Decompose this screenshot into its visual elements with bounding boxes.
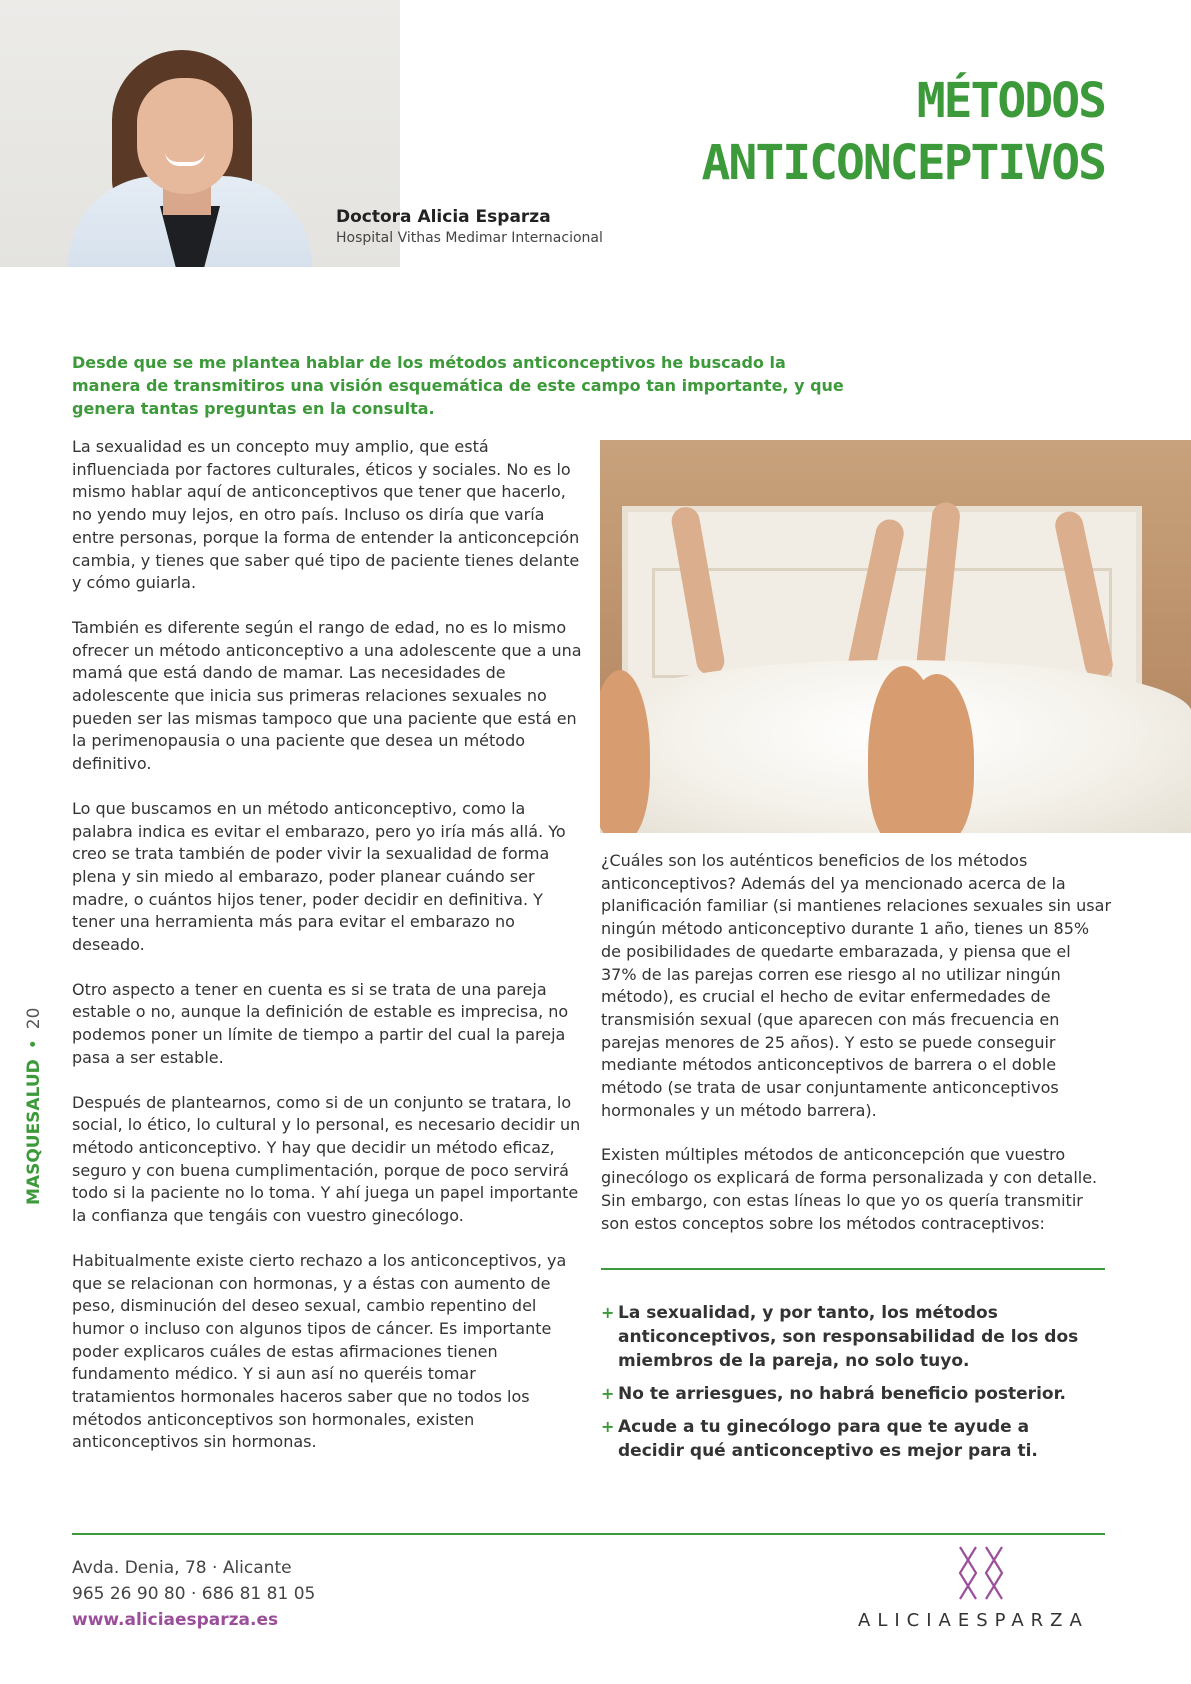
- list-item: [601, 1301, 1081, 1373]
- bed-photo: [600, 440, 1191, 833]
- footer-divider: [72, 1533, 1105, 1535]
- paragraph: Después de plantearnos, como si de un conjunto se tratara, lo social, lo ético, lo cultural y lo personal, es necesario decidir un método anticonceptivo. Y hay que decidir un método eficaz, seguro y con buena cumplimentación, porque de poco servirá todo si la paciente no lo toma. Y ahí juega un papel importante la confianza que tengáis con vuestro ginecólogo.: [72, 1092, 581, 1226]
- bullets-divider: [601, 1268, 1105, 1270]
- footer-phones: 965 26 90 80 · 686 81 81 05: [72, 1584, 316, 1604]
- footer-address: Avda. Denia, 78 · Alicante: [72, 1558, 292, 1578]
- paragraph: ¿Cuáles son los auténticos beneficios de los métodos anticonceptivos? Además del ya mencionado acerca de la planificación familiar (si mantienes relaciones sexuales sin usar ningún método anticonceptivo durante 1 año, tienes un 85% de posibilidades de quedarte embarazada, y piensa que el 37% de las parejas corren ese riesgo al no utilizar ningún método), es crucial el hecho de evitar enfermedades de transmisión sexual (que aparecen con más frecuencia en parejas menores de 25 años). Y esto se puede conseguir mediante métodos anticonceptivos de barrera o el doble método (se trata de usar conjuntamente anticonceptivos hormonales y un método barrera).: [601, 851, 1112, 1120]
- brand-logo-text: ALICIAESPARZA: [858, 1610, 1089, 1631]
- key-points-list: [601, 1301, 1081, 1472]
- footer-website-link[interactable]: www.aliciaesparza.es: [72, 1610, 279, 1630]
- list-item: [601, 1415, 1081, 1463]
- portrait-face: [137, 78, 233, 194]
- paragraph: La sexualidad es un concepto muy amplio, que está influenciada por factores culturales, éticos y sociales. No es lo mismo hablar aquí de anticonceptivos que tener que hacerlo, no yendo muy lejos, en otro país. Incluso os diría que varía entre personas, porque la forma de entender la anticoncepción cambia, y tienes que saber qué tipo de paciente tienes delante y cómo guiarla.: [72, 437, 580, 593]
- author-hospital: Hospital Vithas Medimar Internacional: [336, 230, 603, 246]
- bullet-text: Acude a tu ginecólogo para que te ayude a decidir qué anticonceptivo es mejor para ti.: [618, 1417, 1038, 1461]
- side-label: [24, 1008, 44, 1205]
- author-name: Doctora Alicia Esparza: [336, 207, 551, 227]
- left-column: [72, 436, 584, 1476]
- magazine-brand: MASQUESALUD: [24, 1059, 44, 1205]
- paragraph: Otro aspecto a tener en cuenta es si se trata de una pareja estable o no, aunque la definición de estable es imprecisa, no podemos poner un límite de tiempo a partir del cual la pareja pasa a ser estable.: [72, 979, 569, 1067]
- separator-dot: •: [24, 1039, 44, 1050]
- plus-icon: +: [601, 1384, 615, 1403]
- title-line-1: MÉTODOS: [916, 73, 1105, 129]
- intro-lead: Desde que se me plantea hablar de los métodos anticonceptivos he buscado la manera de transmitiros una visión esquemática de este campo tan importante, y que genera tantas preguntas en la consulta.: [72, 353, 844, 418]
- page-title: [702, 70, 1105, 194]
- page-number: 20: [24, 1007, 44, 1030]
- bullet-text: No te arriesgues, no habrá beneficio posterior.: [618, 1384, 1066, 1404]
- paragraph: Habitualmente existe cierto rechazo a los anticonceptivos, ya que se relacionan con hormonas, y a éstas con aumento de peso, disminución del deseo sexual, cambio repentino del humor o incluso con algunos tipos de cáncer. Es importante poder explicaros cuáles de estas afirmaciones tienen fundamento médico. Y si aun así no queréis tomar tratamientos hormonales haceros saber que no todos los métodos anticonceptivos son hormonales, existen anticonceptivos sin hormonas.: [72, 1250, 567, 1452]
- photo-foot: [900, 674, 974, 833]
- brand-logo-icon: [956, 1545, 1006, 1601]
- paragraph: También es diferente según el rango de edad, no es lo mismo ofrecer un método anticonceptivo a una adolescente que a una mamá que está dando de mamar. Las necesidades de adolescente que inicia sus primeras relaciones sexuales no pueden ser las mismas tampoco que una paciente que está en la perimenopausia o una paciente que desea un método definitivo.: [72, 617, 582, 774]
- title-line-2: ANTICONCEPTIVOS: [701, 135, 1105, 191]
- footer-contact: [72, 1555, 315, 1633]
- list-item: [601, 1382, 1081, 1406]
- plus-icon: +: [601, 1303, 615, 1322]
- paragraph: Lo que buscamos en un método anticonceptivo, como la palabra indica es evitar el embarazo, pero yo iría más allá. Yo creo se trata también de poder vivir la sexualidad de forma plena y sin miedo al embarazo, poder planear cuándo ser madre, o cuántos hijos tener, poder decidir en definitiva. Y tener una herramienta más para evitar el embarazo no deseado.: [72, 798, 566, 955]
- plus-icon: +: [601, 1417, 615, 1436]
- right-column: [601, 850, 1111, 1257]
- paragraph: Existen múltiples métodos de anticoncepción que vuestro ginecólogo os explicará de forma personalizada y con detalle. Sin embargo, con estas líneas lo que yo os quería transmitir son estos conceptos sobre los métodos contraceptivos:: [601, 1145, 1098, 1233]
- bullet-text: La sexualidad, y por tanto, los métodos anticonceptivos, son responsabilidad de los dos miembros de la pareja, no solo tuyo.: [618, 1303, 1079, 1371]
